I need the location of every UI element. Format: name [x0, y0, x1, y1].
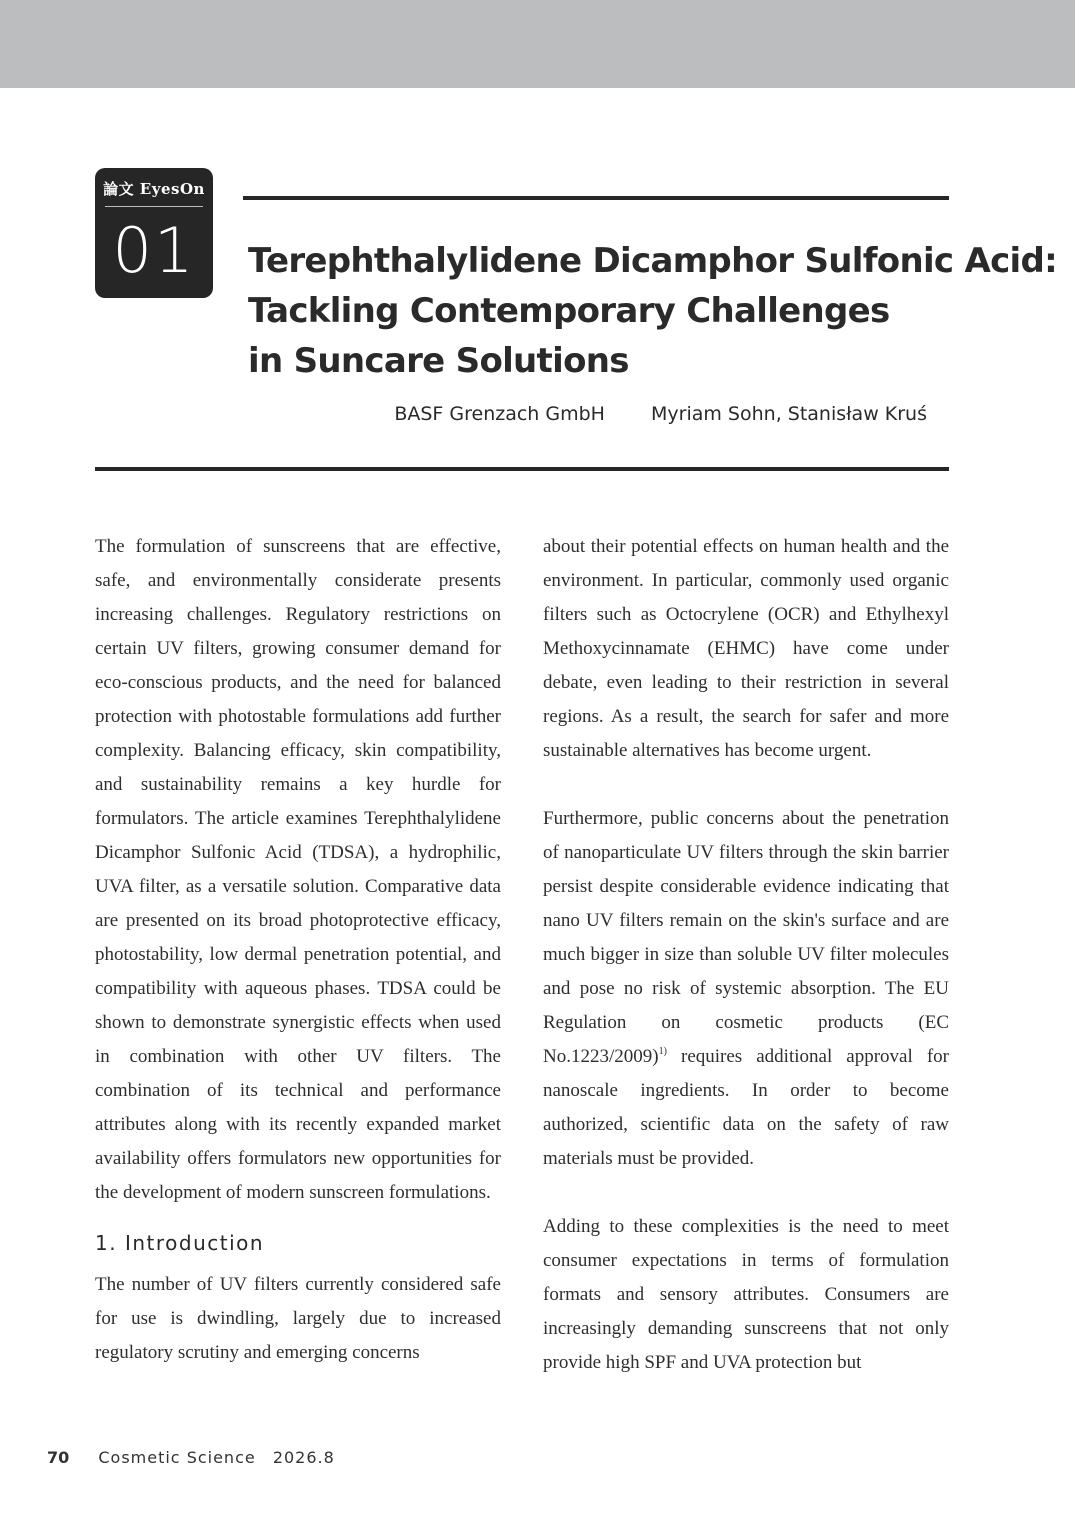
intro-paragraph-continued: about their potential effects on human health and the environment. In particular, commonly used organic filters such as Octocrylene (OCR) and Ethylhexyl Methoxycinnamate (EHMC) have come under debate, even leading to their restriction in several regions. As a result, the search for safer and more sustainable alternatives has become urgent. [543, 536, 949, 761]
consumer-expectations-paragraph: Adding to these complexities is the need to meet consumer expectations in terms of formulation formats and sensory attributes. Consumers are increasingly demanding sunscreens that not only provide high SPF and UVA protection but [543, 1216, 949, 1373]
title-line-3: in Suncare Solutions [248, 341, 629, 381]
title-top-rule [243, 196, 949, 200]
nano-text-after-ref: requires additional approval for nanoscale ingredients. In order to become authorized, scientific data on the safety of raw materials must be provided. [543, 1046, 949, 1169]
badge-number: 01 [112, 214, 196, 287]
issue-date: 2026.8 [272, 1448, 335, 1467]
byline [394, 403, 927, 425]
title-line-1: Terephthalylidene Dicamphor Sulfonic Acid: [248, 241, 1058, 281]
nano-text-before-ref: Furthermore, public concerns about the penetration of nanoparticulate UV filters through the skin barrier persist despite considerable evidence indicating that nano UV filters remain on the skin's surface and are much bigger in size than soluble UV filter molecules and pose no risk of systemic absorption. The EU Regulation on cosmetic products (EC No.1223/2009) [543, 808, 949, 1067]
title-bottom-rule [95, 467, 949, 471]
page-footer [47, 1448, 335, 1467]
title-line-2: Tackling Contemporary Challenges [248, 291, 890, 331]
page-number: 70 [47, 1448, 70, 1467]
right-column [543, 530, 949, 1380]
reference-marker: 1) [658, 1046, 667, 1057]
header-band [0, 0, 1075, 88]
badge-label: 論文 EyesOn [103, 180, 205, 198]
article-title [248, 236, 1058, 386]
abstract-paragraph: The formulation of sunscreens that are effective, safe, and environmentally considerate presents increasing challenges. Regulatory restrictions on certain UV filters, growing consumer demand for eco-conscious products, and the need for balanced protection with photostable formulations add further complexity. Balancing efficacy, skin compatibility, and sustainability remains a key hurdle for formulators. The article examines Terephthalylidene Dicamphor Sulfonic Acid (TDSA), a hydrophilic, UVA filter, as a versatile solution. Comparative data are presented on its broad photoprotective efficacy, photostability, low dermal penetration potential, and compatibility with aqueous phases. TDSA could be shown to demonstrate synergistic effects when used in combination with other UV filters. The combination of its technical and performance attributes along with its recently expanded market availability offers formulators new opportunities for the development of modern sunscreen formulations. [95, 536, 501, 1203]
intro-paragraph: The number of UV filters currently considered safe for use is dwindling, largely due to increased regulatory scrutiny and emerging concerns [95, 1274, 501, 1363]
organization: BASF Grenzach GmbH [394, 403, 605, 425]
nano-filters-paragraph [543, 802, 949, 1176]
left-column [95, 530, 501, 1370]
article-badge [95, 168, 213, 298]
section-heading-introduction: 1. Introduction [95, 1231, 265, 1255]
badge-divider [105, 206, 203, 207]
journal-name: Cosmetic Science [98, 1448, 256, 1467]
authors: Myriam Sohn, Stanisław Kruś [651, 403, 927, 425]
